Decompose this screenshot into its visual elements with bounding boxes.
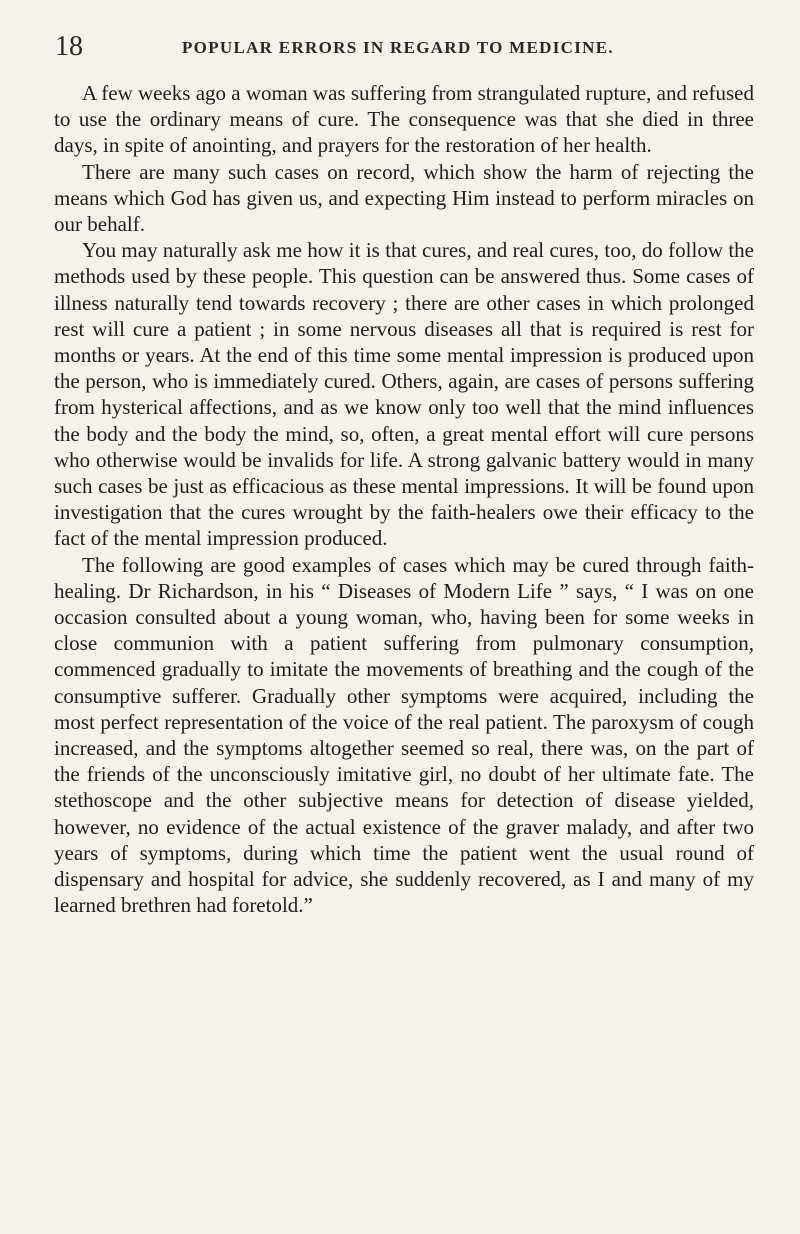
paragraph-richardson-example: The following are good examples of cases which may be cured through faith-healing. Dr Richardson, in his “ Diseases of Modern Life ” says, “ I was on one occasion consulted about a young woman, who, having been for some weeks in close communion with a patient suffering from pulmonary consumption, commenced gradually to imitate the movements of breathing and the cough of the consumptive sufferer. Gradually other symptoms were acquired, including the most perfect representation of the voice of the real patient. The paroxysm of cough increased, and the symptoms altogether seemed so real, there was, on the part of the friends of the unconsciously imitative girl, no doubt of her ultimate fate. The stethoscope and the other subjective means for detection of disease yielded, however, no evidence of the actual existence of the graver malady, and after two years of symptoms, during which time the patient went the usual round of dispensary and hospital for advice, she suddenly recovered, as I and many of my learned brethren had foretold.” (54, 552, 754, 918)
running-title: POPULAR ERRORS IN REGARD TO MEDICINE. (182, 38, 614, 57)
running-head (52, 30, 757, 64)
paragraph-cases-on-record: There are many such cases on record, which show the harm of rejecting the means which God has given us, and expecting Him instead to perform miracles on our behalf. (54, 159, 754, 237)
paragraph-real-cures: You may naturally ask me how it is that cures, and real cures, too, do follow the methods used by these people. This question can be answered thus. Some cases of illness naturally tend towards recovery ; there are other cases in which prolonged rest will cure a patient ; in some nervous diseases all that is required is rest for months or years. At the end of this time some mental impression is produced upon the person, who is immediately cured. Others, again, are cases of persons suffering from hysterical affections, and as we know only too well that the mind influences the body and the body the mind, so, often, a great mental effort will cure persons who otherwise would be invalids for life. A strong galvanic battery would in many such cases be just as efficacious as these mental impressions. It will be found upon investigation that the cures wrought by the faith-healers owe their efficacy to the fact of the mental impression produced. (54, 238, 754, 551)
body-text (54, 80, 754, 919)
page-number: 18 (55, 31, 83, 62)
paragraph-strangulated-rupture: A few weeks ago a woman was suffering from strangulated rupture, and refused to use the ordinary means of cure. The consequence was that she died in three days, in spite of anointing, and prayers for the restoration of her health. (54, 81, 754, 158)
